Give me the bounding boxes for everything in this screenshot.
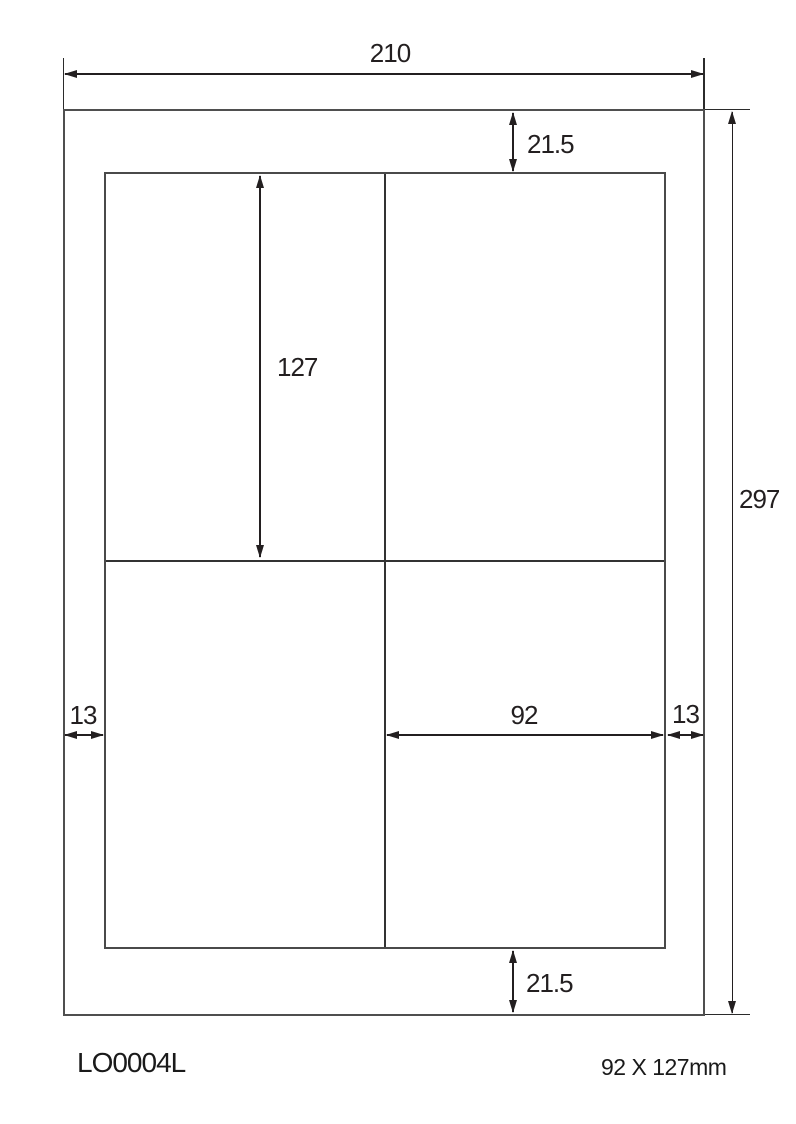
dim-top-margin-arrow <box>512 113 514 171</box>
dim-label-width-label: 92 <box>510 700 538 730</box>
dim-label-height-arrow <box>259 176 261 557</box>
dim-sheet-width-arrow <box>65 73 703 75</box>
ext-line-top-left <box>63 58 65 109</box>
ext-line-right-top <box>705 109 750 111</box>
dim-top-margin-label: 21.5 <box>527 129 574 159</box>
label-grid-outline <box>104 172 666 949</box>
label-size-label: 92 X 127mm <box>601 1054 727 1080</box>
product-code-label: LO0004L <box>77 1047 186 1078</box>
dim-label-height-label: 127 <box>277 352 318 382</box>
dim-sheet-height-arrow <box>732 112 734 1013</box>
dim-left-margin-label: 13 <box>69 700 97 730</box>
dim-sheet-height-label: 297 <box>739 484 780 514</box>
label-grid-horizontal-divider <box>106 560 664 562</box>
dim-right-margin-arrow <box>668 734 703 736</box>
ext-line-top-right <box>703 58 705 109</box>
dim-label-width-arrow <box>387 734 663 736</box>
dim-bottom-margin-arrow <box>512 951 514 1012</box>
dim-left-margin-arrow <box>65 734 103 736</box>
dim-sheet-width-label: 210 <box>369 38 411 68</box>
dim-bottom-margin-label: 21.5 <box>526 968 573 998</box>
dim-right-margin-label: 13 <box>672 699 699 729</box>
